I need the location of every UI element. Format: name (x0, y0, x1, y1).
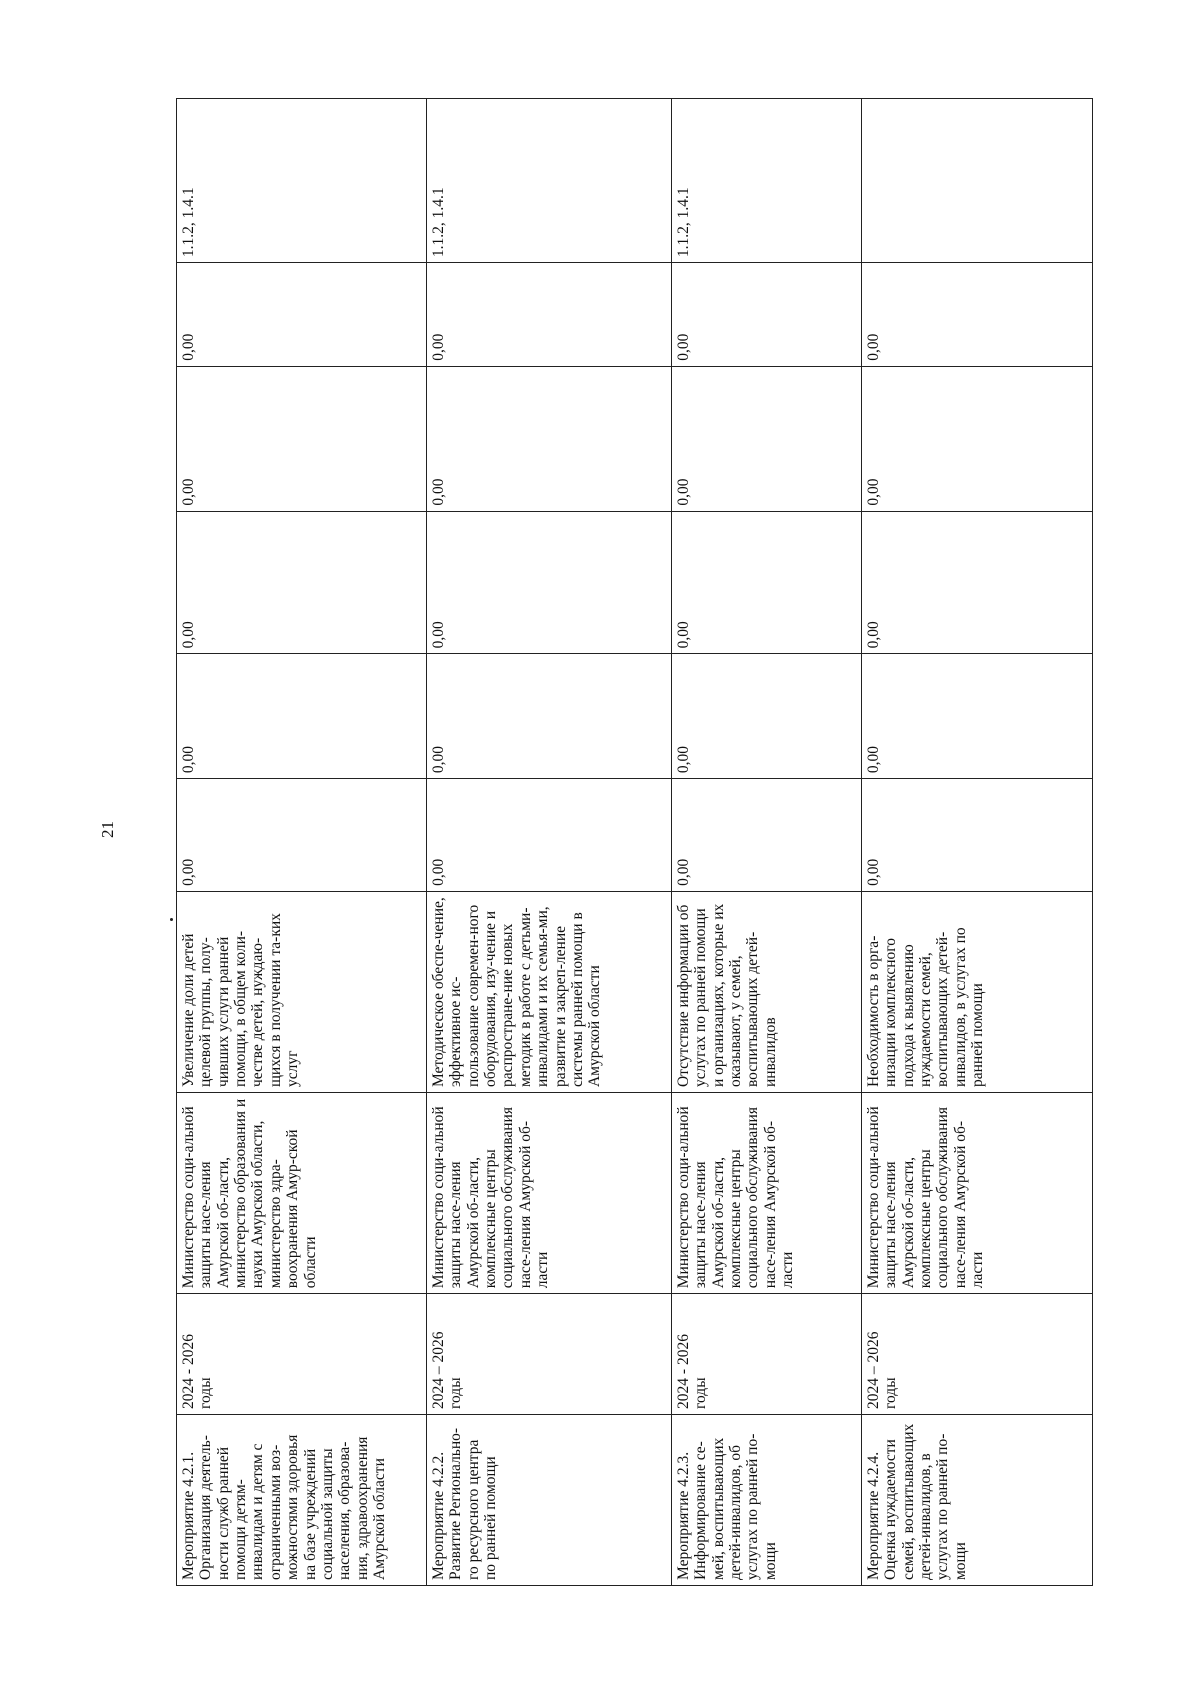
activity-years: 2024 - 2026 годы (177, 1294, 427, 1415)
activity-responsible: Министерство соци-альной защиты насе-ления Амурской об-ласти, комплексные центры социального обслуживания насе-ления Амурской об-ласти (427, 1093, 672, 1294)
value-cell: 0,00 (862, 263, 1093, 367)
value-cell: 0,00 (862, 654, 1093, 779)
value-cell: 0,00 (862, 779, 1093, 892)
value-cell: 0,00 (672, 654, 862, 779)
table-row (427, 99, 672, 1586)
activity-name: Мероприятие 4.2.4. Оценка нуждаемости семей, воспитывающих детей-инвалидов, в услугах по ранней по-мощи (862, 1414, 1093, 1585)
value-cell: 0,00 (177, 263, 427, 367)
activity-responsible: Министерство соци-альной защиты насе-ления Амурской об-ласти, комплексные центры социального обслуживания насе-ления Амурской об-ласти (862, 1093, 1093, 1294)
rotated-table-container (176, 98, 1092, 1586)
indicator-cell: 1.1.2, 1.4.1 (427, 99, 672, 263)
value-cell: 0,00 (427, 366, 672, 511)
value-cell: 0,00 (177, 654, 427, 779)
value-cell: 0,00 (672, 366, 862, 511)
indicator-cell (862, 99, 1093, 263)
value-cell: 0,00 (427, 654, 672, 779)
indicator-cell: 1.1.2, 1.4.1 (177, 99, 427, 263)
value-cell: 0,00 (177, 779, 427, 892)
activity-result: Методическое обеспе-чение, эффективное ис-пользование современ-ного оборудования, изу-чение и распростране-ние новых методик в работе с детьми-инвалидами и их семья-ми, развитие и закреп-ление системы ранней помощи в Амурской области (427, 891, 672, 1092)
value-cell: 0,00 (177, 511, 427, 654)
activity-responsible: Министерство соци-альной защиты насе-ления Амурской об-ласти, комплексные центры социального обслуживания насе-ления Амурской об-ласти (672, 1093, 862, 1294)
value-cell: 0,00 (862, 366, 1093, 511)
activities-table (176, 98, 1093, 1586)
activity-years: 2024 - 2026 годы (672, 1294, 862, 1415)
indicator-cell: 1.1.2, 1.4.1 (672, 99, 862, 263)
activity-name: Мероприятие 4.2.3. Информирование се-мей, воспитывающих детей-инвалидов, об услугах по ранней по-мощи (672, 1414, 862, 1585)
value-cell: 0,00 (427, 263, 672, 367)
activity-name: Мероприятие 4.2.1. Организация деятель-ности служб ранней помощи детям-инвалидам и детям с ограниченными воз-можностями здоровья на базе учреждений социальной защиты населения, образова-ния, здравоохранения Амурской области (177, 1414, 427, 1585)
table-row (177, 99, 427, 1586)
value-cell: 0,00 (672, 263, 862, 367)
scan-dot (170, 918, 173, 921)
activity-result: Необходимость в орга-низации комплексного подхода к выявлению нуждаемости семей, воспитывающих детей-инвалидов, в услугах по ранней помощи (862, 891, 1093, 1092)
activity-result: Отсутствие информации об услугах по ранней помощи и организациях, которые их оказывают, у семей, воспитывающих детей-инвалидов (672, 891, 862, 1092)
value-cell: 0,00 (672, 511, 862, 654)
value-cell: 0,00 (177, 366, 427, 511)
activity-responsible: Министерство соци-альной защиты насе-ления Амурской об-ласти, министерство образования и науки Амурской области, министерство здра-воохранения Амур-ской области (177, 1093, 427, 1294)
activity-name: Мероприятие 4.2.2. Развитие Регионально-го ресурсного центра по ранней помощи (427, 1414, 672, 1585)
value-cell: 0,00 (427, 779, 672, 892)
activity-years: 2024 – 2026 годы (862, 1294, 1093, 1415)
value-cell: 0,00 (672, 779, 862, 892)
activity-result: Увеличение доли детей целевой группы, полу-чивших услуги ранней помощи, в общем коли-честве детей, нуждаю-щихся в получении та-ких услуг (177, 891, 427, 1092)
page-number: 21 (98, 821, 117, 838)
activity-years: 2024 – 2026 годы (427, 1294, 672, 1415)
table-row (672, 99, 862, 1586)
table-row (862, 99, 1093, 1586)
value-cell: 0,00 (862, 511, 1093, 654)
value-cell: 0,00 (427, 511, 672, 654)
